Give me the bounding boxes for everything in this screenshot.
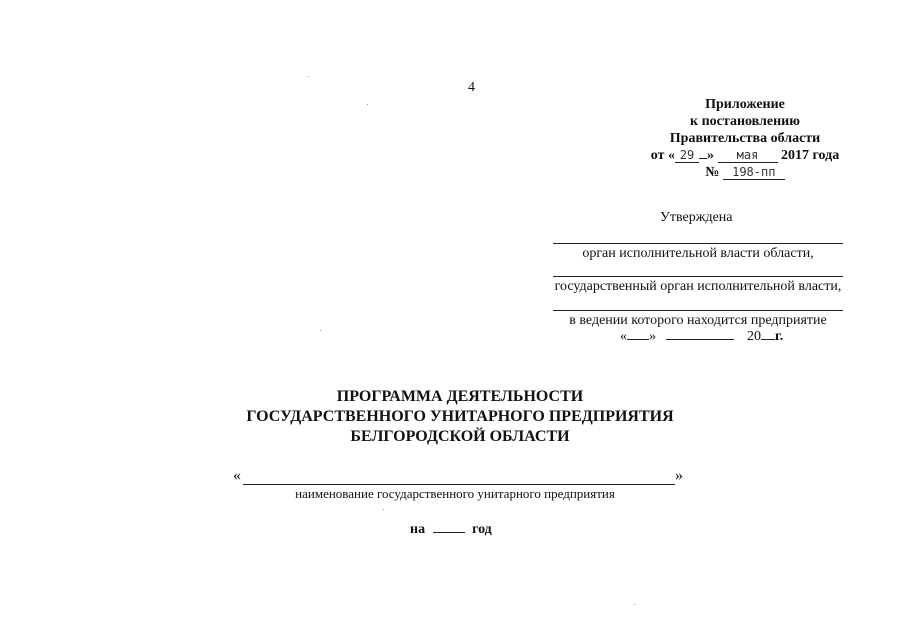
enterprise-open-quote: « [233,467,241,484]
date-day: 29 [675,148,699,163]
page-number: 4 [468,80,475,95]
appendix-title: Приложение [705,97,785,112]
appendix-line-resolution: к постановлению [690,114,800,129]
date-month: мая [718,148,778,163]
date-year: 2017 года [781,148,840,163]
date-close-quote: » [649,329,656,344]
enterprise-close-quote: » [675,467,683,484]
approval-signature-line-3 [553,310,843,311]
approval-caption-organ: орган исполнительной власти области, [582,246,814,261]
approval-caption-enterprise: в ведении которого находится предприятие [569,313,827,328]
document-title [200,387,720,447]
scan-speck [383,509,384,510]
appendix-number [630,164,860,181]
appendix-date [630,147,860,164]
approved-heading: Утверждена [660,210,733,225]
scan-speck [308,76,309,77]
appendix-line-government: Правительства области [669,131,821,146]
year-line [410,522,492,538]
approval-caption-state-organ: государственный орган исполнительной власти, [554,279,842,294]
scan-speck [634,604,635,605]
number-value: 198-пп [723,165,785,180]
approval-date-line [620,329,783,345]
title-line-program: ПРОГРАММА ДЕЯТЕЛЬНОСТИ [336,388,584,405]
enterprise-name-caption: наименование государственного унитарного предприятия [295,486,615,501]
date-open-quote: « [620,329,627,344]
date-year-suffix: г. [775,329,784,344]
number-label: № [705,165,720,180]
date-prefix: от « [650,148,675,163]
scan-speck [320,330,321,331]
enterprise-name-line [243,484,675,485]
scan-speck [367,104,368,105]
year-prefix: на [410,522,426,537]
date-sep: » [707,148,714,163]
title-line-region: БЕЛГОРОДСКОЙ ОБЛАСТИ [350,428,570,445]
date-year-prefix: 20 [747,329,761,344]
approval-signature-line-1 [553,243,843,244]
title-line-enterprise: ГОСУДАРСТВЕННОГО УНИТАРНОГО ПРЕДПРИЯТИЯ [246,408,674,425]
appendix-block [630,96,860,181]
approval-signature-line-2 [553,276,843,277]
year-suffix: год [472,522,492,537]
